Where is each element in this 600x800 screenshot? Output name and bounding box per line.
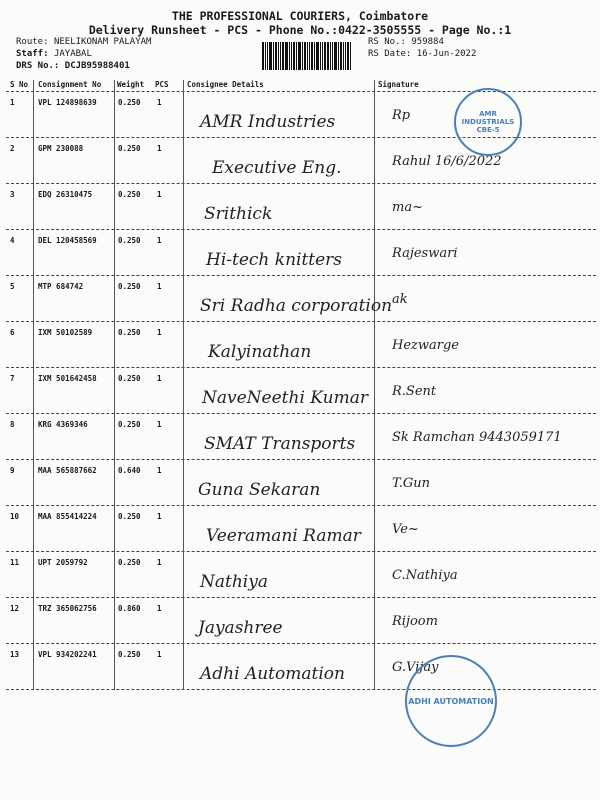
rs-no-label: RS No.: [368, 37, 406, 47]
header-divider [6, 91, 596, 92]
barcode-bar [309, 42, 310, 70]
row-sno: 8 [10, 420, 15, 429]
row-divider [6, 551, 596, 552]
row-consignment-no: KRG 4369346 [38, 420, 88, 429]
row-pcs: 1 [157, 98, 162, 107]
row-sno: 6 [10, 328, 15, 337]
row-signature: Sk Ramchan 9443059171 [392, 430, 562, 445]
barcode-bar [330, 42, 331, 70]
row-signature: G.Vijay [392, 660, 439, 675]
barcode-bar [347, 42, 349, 70]
rs-date-value: 16-Jun-2022 [416, 49, 477, 59]
company-stamp-top [454, 88, 522, 156]
row-divider [6, 643, 596, 644]
barcode-bar [334, 42, 337, 70]
row-divider [6, 689, 596, 690]
row-signature: ak [392, 292, 408, 307]
row-pcs: 1 [157, 144, 162, 153]
barcode-bar [273, 42, 274, 70]
barcode-bar [282, 42, 284, 70]
barcode-bar [345, 42, 346, 70]
row-pcs: 1 [157, 282, 162, 291]
row-divider [6, 367, 596, 368]
barcode-bar [340, 42, 342, 70]
barcode-bar [291, 42, 292, 70]
row-consignment-no: DEL 120458569 [38, 236, 97, 245]
barcode-bar [343, 42, 344, 70]
barcode-bar [275, 42, 277, 70]
staff-label: Staff: [16, 49, 49, 59]
staff-value: JAYABAL [53, 49, 92, 59]
row-signature: ma~ [392, 200, 423, 215]
barcode-bar [269, 42, 272, 70]
row-pcs: 1 [157, 190, 162, 199]
barcode-bar [267, 42, 268, 70]
row-sno: 9 [10, 466, 15, 475]
row-divider [6, 183, 596, 184]
row-sno: 3 [10, 190, 15, 199]
row-consignee: Srithick [204, 204, 273, 224]
row-divider [6, 597, 596, 598]
row-weight: 0.250 [118, 420, 141, 429]
row-signature: C.Nathiya [392, 568, 458, 583]
row-divider [6, 229, 596, 230]
row-consignee: Executive Eng. [212, 158, 342, 178]
row-weight: 0.640 [118, 466, 141, 475]
barcode-bar [338, 42, 339, 70]
barcode-bar [311, 42, 313, 70]
barcode-bar [332, 42, 333, 70]
col-divider [114, 80, 115, 690]
route-label: Route: [16, 37, 49, 47]
row-consignment-no: VPL 124898639 [38, 98, 97, 107]
company-stamp-bottom [405, 655, 497, 747]
col-pcs: PCS [155, 80, 169, 89]
row-consignee: Adhi Automation [200, 664, 345, 684]
row-pcs: 1 [157, 604, 162, 613]
row-consignee: SMAT Transports [204, 434, 356, 454]
barcode-bar [289, 42, 290, 70]
stamp-top-text: AMR INDUSTRIALS CBE-5 [461, 110, 515, 134]
barcode-bar [304, 42, 306, 70]
barcode-bar [296, 42, 297, 70]
row-sno: 11 [10, 558, 20, 567]
row-pcs: 1 [157, 328, 162, 337]
row-weight: 0.250 [118, 374, 141, 383]
col-weight: Weight [117, 80, 145, 89]
row-weight: 0.250 [118, 328, 141, 337]
row-weight: 0.250 [118, 282, 141, 291]
barcode-bar [280, 42, 281, 70]
row-signature: Ve~ [392, 522, 419, 537]
row-consignee: Hi-tech knitters [206, 250, 343, 270]
staff-line [16, 49, 92, 59]
row-weight: 0.860 [118, 604, 141, 613]
row-divider [6, 459, 596, 460]
row-pcs: 1 [157, 466, 162, 475]
barcode-bar [322, 42, 323, 70]
row-consignee: AMR Industries [200, 112, 336, 132]
col-details: Consignee Details [187, 80, 264, 89]
rs-date-label: RS Date: [368, 49, 412, 59]
col-sno: S No [10, 80, 29, 89]
rs-no-line [368, 37, 444, 47]
row-sno: 10 [10, 512, 20, 521]
barcode-bar [314, 42, 315, 70]
row-consignee: Jayashree [198, 618, 283, 638]
barcode-bar [307, 42, 308, 70]
barcode-bar [293, 42, 295, 70]
row-consignee: Sri Radha corporation [200, 296, 393, 316]
row-consignment-no: MAA 855414224 [38, 512, 97, 521]
col-divider [33, 80, 34, 690]
row-consignment-no: TRZ 365062756 [38, 604, 97, 613]
row-signature: Hezwarge [392, 338, 459, 353]
barcode-bar [320, 42, 321, 70]
rs-no-value: 959884 [411, 37, 444, 47]
row-weight: 0.250 [118, 236, 141, 245]
row-signature: Rajeswari [392, 246, 458, 261]
row-signature: Rahul 16/6/2022 [392, 154, 502, 169]
route-value: NEELIKONAM PALAYAM [53, 37, 152, 47]
row-pcs: 1 [157, 512, 162, 521]
drs-label: DRS No.: [16, 61, 60, 71]
stamp-bottom-text: ADHI AUTOMATION [408, 696, 494, 706]
runsheet-title: Delivery Runsheet - PCS - Phone No.:0422-3505555 - Page No.:1 [88, 23, 512, 37]
row-consignee: Nathiya [200, 572, 268, 592]
row-consignment-no: IXM 501642458 [38, 374, 97, 383]
row-consignee: Guna Sekaran [198, 480, 321, 500]
row-pcs: 1 [157, 420, 162, 429]
row-signature: Rijoom [392, 614, 438, 629]
barcode-bar [302, 42, 303, 70]
row-sno: 5 [10, 282, 15, 291]
barcode-bar [350, 42, 351, 70]
row-consignment-no: UPT 2059792 [38, 558, 88, 567]
col-divider [374, 80, 375, 690]
row-divider [6, 275, 596, 276]
route-line [16, 37, 151, 47]
row-sno: 4 [10, 236, 15, 245]
row-consignee: Veeramani Ramar [206, 526, 361, 546]
barcode-bar [278, 42, 279, 70]
row-sno: 1 [10, 98, 15, 107]
row-divider [6, 413, 596, 414]
rs-date-line [368, 49, 476, 59]
row-sno: 12 [10, 604, 20, 613]
barcode-bar [262, 42, 264, 70]
barcode-bar [327, 42, 329, 70]
row-consignment-no: MTP 684742 [38, 282, 84, 291]
col-consignment: Consignment No [38, 80, 102, 89]
row-consignee: Kalyinathan [208, 342, 312, 362]
row-consignee: NaveNeethi Kumar [202, 388, 368, 408]
row-pcs: 1 [157, 558, 162, 567]
drs-line [16, 61, 130, 71]
row-sno: 2 [10, 144, 15, 153]
drs-value: DCJB95988401 [64, 61, 130, 71]
row-weight: 0.250 [118, 650, 141, 659]
row-sno: 13 [10, 650, 20, 659]
col-signature: Signature [378, 80, 419, 89]
barcode-bar [316, 42, 319, 70]
barcode-bar [285, 42, 288, 70]
row-divider [6, 505, 596, 506]
barcode-bar [298, 42, 301, 70]
company-title: THE PROFESSIONAL COURIERS, Coimbatore [171, 9, 429, 23]
col-divider [183, 80, 184, 690]
row-sno: 7 [10, 374, 15, 383]
row-weight: 0.250 [118, 190, 141, 199]
row-weight: 0.250 [118, 98, 141, 107]
row-weight: 0.250 [118, 512, 141, 521]
row-consignment-no: GPM 230088 [38, 144, 84, 153]
row-weight: 0.250 [118, 144, 141, 153]
barcode [262, 42, 356, 70]
row-consignment-no: VPL 934202241 [38, 650, 97, 659]
row-pcs: 1 [157, 236, 162, 245]
row-signature: Rp [392, 108, 411, 123]
barcode-bar [265, 42, 266, 70]
row-divider [6, 321, 596, 322]
row-pcs: 1 [157, 374, 162, 383]
row-consignment-no: EDQ 26310475 [38, 190, 93, 199]
row-consignment-no: IXM 50102589 [38, 328, 93, 337]
row-pcs: 1 [157, 650, 162, 659]
row-signature: T.Gun [392, 476, 431, 491]
row-consignment-no: MAA 565887662 [38, 466, 97, 475]
row-weight: 0.250 [118, 558, 141, 567]
barcode-bar [324, 42, 326, 70]
row-signature: R.Sent [392, 384, 437, 399]
